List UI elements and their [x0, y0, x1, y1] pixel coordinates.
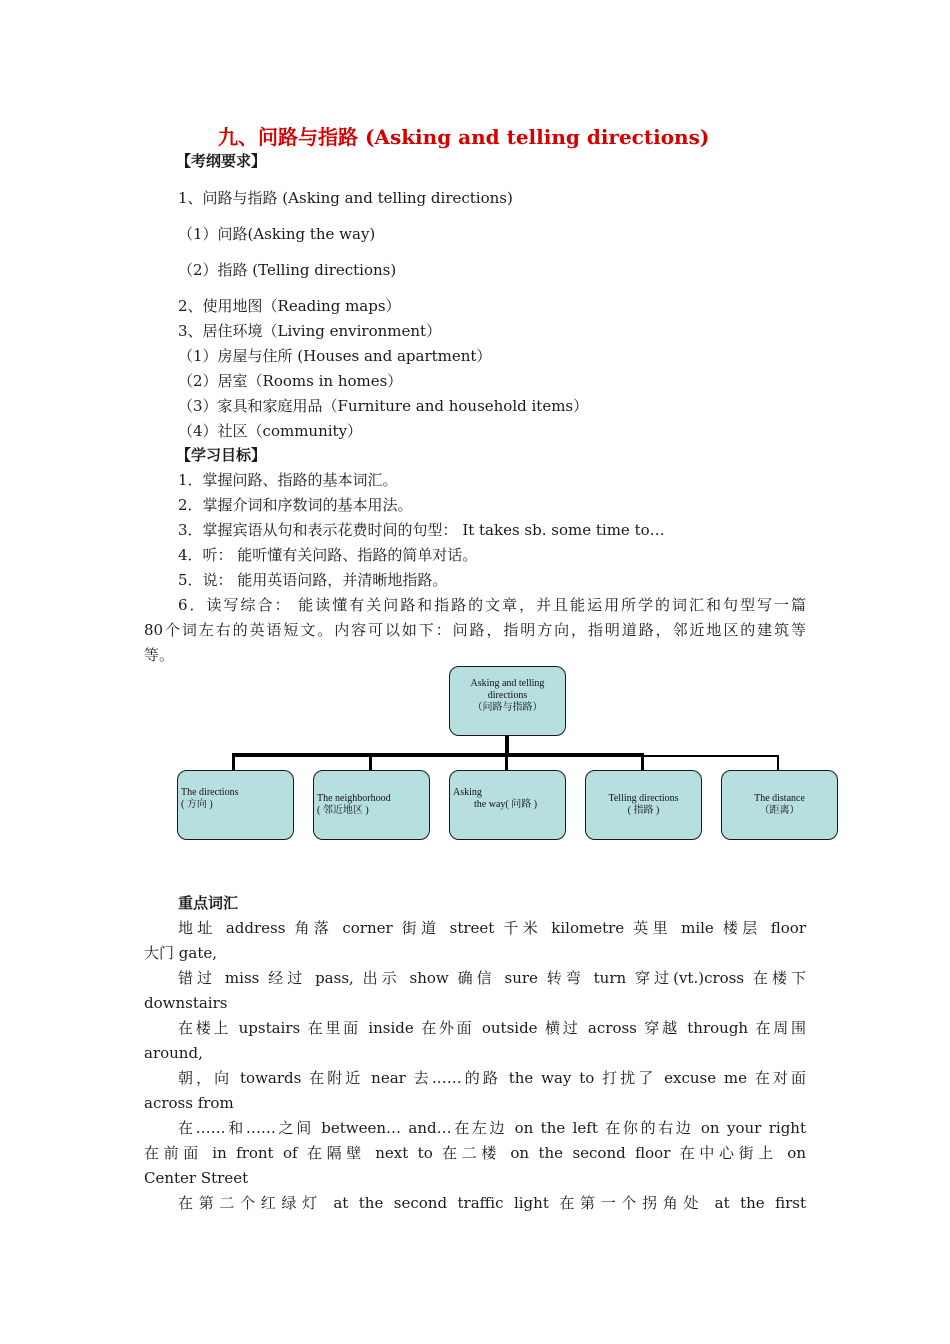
node-label: the way( 问路 ) — [474, 799, 538, 810]
vocab-line: 在前面 in front of 在隔壁 next to 在二楼 on the second floor 在中心街上 on — [144, 1144, 806, 1162]
syllabus-item: 3、居住环境（Living environment） — [178, 322, 442, 340]
goal-item: 2．掌握介词和序数词的基本用法。 — [178, 496, 413, 514]
diagram-child-node — [313, 770, 430, 840]
diagram-child-node — [721, 770, 838, 840]
vocab-line: 大门 gate, — [144, 944, 217, 962]
node-label: Asking and telling — [470, 678, 545, 689]
page-title: 九、问路与指路 (Asking and telling directions) — [218, 125, 710, 149]
node-label: directions — [487, 690, 528, 701]
syllabus-item: （2）居室（Rooms in homes） — [178, 372, 403, 390]
syllabus-item: 2、使用地图（Reading maps） — [178, 297, 401, 315]
diagram-child-node — [449, 770, 566, 840]
node-label: The neighborhood — [317, 793, 391, 804]
diagram-child-node — [177, 770, 294, 840]
diagram-root-node — [449, 666, 566, 736]
node-label: ( 指路 ) — [627, 805, 660, 816]
goal-item-continued: 等。 — [144, 646, 175, 664]
goal-item-continued: 80个词左右的英语短文。内容可以如下：问路，指明方向，指明道路，邻近地区的建筑等 — [144, 621, 806, 639]
node-label: （问路与指路） — [472, 702, 543, 713]
node-label: （距离） — [759, 805, 800, 816]
node-label: The distance — [754, 793, 805, 804]
goals-heading: 【学习目标】 — [176, 446, 267, 464]
syllabus-item: （2）指路 (Telling directions) — [178, 261, 397, 279]
vocab-line: 地址 address 角落 corner 街道 street 千米 kilometre 英里 mile 楼层 floor — [178, 919, 806, 937]
diagram-child-node — [585, 770, 702, 840]
vocab-heading: 重点词汇 — [178, 894, 239, 912]
goal-item: 1．掌握问路、指路的基本词汇。 — [178, 471, 398, 489]
node-label: Asking — [453, 787, 482, 798]
syllabus-item: （4）社区（community） — [178, 422, 363, 440]
syllabus-item: （1）问路(Asking the way) — [178, 225, 376, 243]
connector-line — [234, 753, 644, 757]
vocab-line: across from — [144, 1094, 234, 1112]
vocab-line: 在……和……之间 between… and…在左边 on the left 在你的右边 on your right — [178, 1119, 806, 1137]
vocab-line: 错过 miss 经过 pass, 出示 show 确信 sure 转弯 turn 穿过(vt.)cross 在楼下 — [178, 969, 806, 987]
vocab-line: 在第二个红绿灯 at the second traffic light 在第一个拐角处 at the first — [178, 1194, 806, 1212]
goal-item: 4．听： 能听懂有关问路、指路的简单对话。 — [178, 546, 478, 564]
goal-item: 6．读写综合： 能读懂有关问路和指路的文章，并且能运用所学的词汇和句型写一篇 — [178, 596, 806, 614]
vocab-line: around, — [144, 1044, 203, 1062]
syllabus-item: （1）房屋与住所 (Houses and apartment） — [178, 347, 492, 365]
goal-item: 5．说： 能用英语问路，并清晰地指路。 — [178, 571, 448, 589]
node-label: ( 邻近地区 ) — [317, 805, 369, 816]
connector-line — [641, 755, 779, 757]
goal-item: 3．掌握宾语从句和表示花费时间的句型： It takes sb. some time to… — [178, 521, 665, 539]
node-label: The directions — [181, 787, 239, 798]
vocab-line: 朝，向 towards 在附近 near 去……的路 the way to 打扰了 excuse me 在对面 — [178, 1069, 806, 1087]
vocab-line: 在楼上 upstairs 在里面 inside 在外面 outside 横过 across 穿越 through 在周围 — [178, 1019, 806, 1037]
syllabus-heading: 【考纲要求】 — [176, 152, 267, 170]
node-label: ( 方向 ) — [181, 799, 213, 810]
node-label: Telling directions — [608, 793, 679, 804]
syllabus-item: （3）家具和家庭用品（Furniture and household items） — [178, 397, 589, 415]
vocab-line: downstairs — [144, 994, 228, 1012]
connector-line — [505, 735, 509, 755]
syllabus-item: 1、问路与指路 (Asking and telling directions) — [178, 189, 513, 207]
vocab-line: Center Street — [144, 1169, 249, 1187]
